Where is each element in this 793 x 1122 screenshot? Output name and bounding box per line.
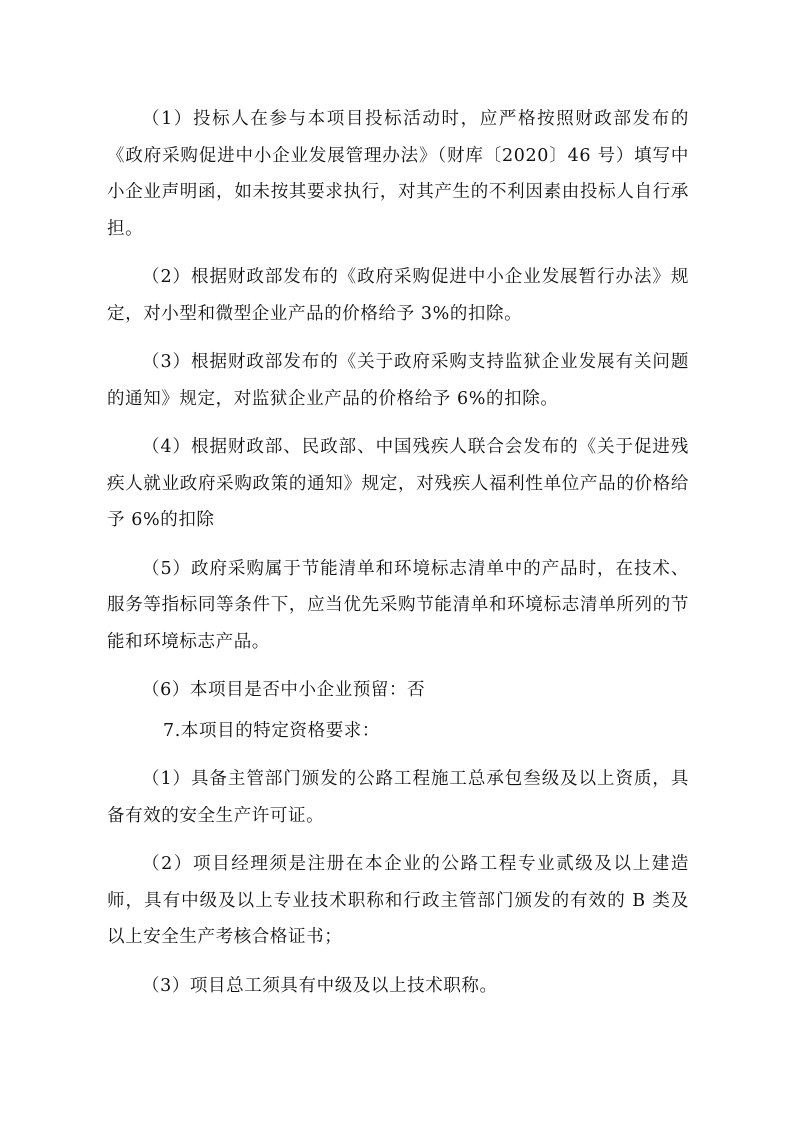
paragraph-6: （6）本项目是否中小企业预留：否 — [142, 680, 426, 700]
section-heading-qualifications: 7.本项目的特定资格要求： — [163, 720, 380, 741]
document-body — [107, 101, 689, 1016]
paragraph-1: （1）投标人在参与本项目投标活动时，应严格按照财政部发布的《政府采购促进中小企业发展管理办法》（财库〔2020〕46 号）填写中小企业声明函，如未按其要求执行，对其产生的不利因素由投标人自行承担。 — [107, 109, 689, 239]
paragraph-qualification-2: （2）项目经理须是注册在本企业的公路工程专业贰级及以上建造师，具有中级及以上专业技术职称和行政主管部门颁发的有效的 B 类及以上安全生产考核合格证书； — [107, 854, 689, 947]
paragraph-qualification-3: （3）项目总工须具有中级及以上技术职称。 — [142, 975, 498, 996]
paragraph-3: （3）根据财政部发布的《关于政府采购支持监狱企业发展有关问题的通知》规定，对监狱企业产品的价格给予 6%的扣除。 — [107, 352, 689, 409]
paragraph-qualification-1: （1）具备主管部门颁发的公路工程施工总承包叁级及以上资质，具备有效的安全生产许可证。 — [107, 769, 689, 826]
paragraph-2: （2）根据财政部发布的《政府采购促进中小企业发展暂行办法》规定，对小型和微型企业产品的价格给予 3%的扣除。 — [107, 267, 689, 324]
paragraph-5: （5）政府采购属于节能清单和环境标志清单中的产品时，在技术、服务等指标同等条件下，应当优先采购节能清单和环境标志清单所列的节能和环境标志产品。 — [107, 558, 689, 652]
paragraph-4: （4）根据财政部、民政部、中国残疾人联合会发布的《关于促进残疾人就业政府采购政策的通知》规定，对残疾人福利性单位产品的价格给予 6%的扣除 — [107, 437, 689, 530]
